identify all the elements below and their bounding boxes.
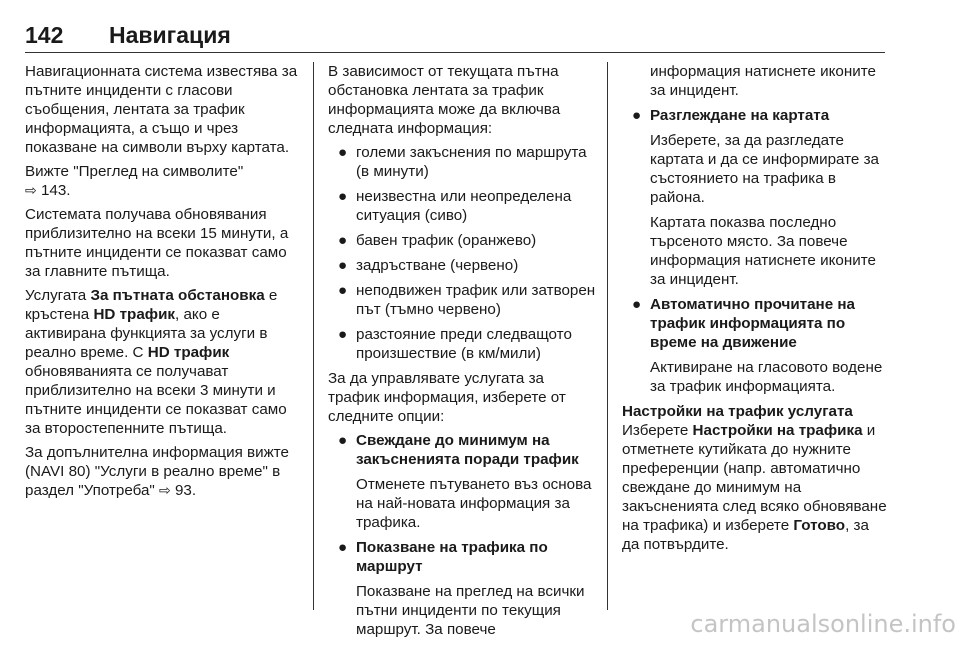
option-description: информация натиснете иконите за инцидент.	[650, 63, 876, 99]
text: Изберете	[622, 422, 693, 439]
bullet-icon: ●	[338, 432, 348, 449]
watermark: carmanualsonline.info	[690, 610, 956, 638]
subsection-heading: Настройки на трафик услугата	[622, 403, 853, 420]
bold-term: Настройки на трафика	[692, 422, 863, 439]
column-1	[25, 62, 303, 505]
paragraph: Системата получава обновявания приблизително на всеки 15 минути, а пътните инциденти се показват само за главните пътища.	[25, 206, 289, 280]
text: , ако е активирана функцията за услуги в реално време. С	[25, 306, 268, 361]
page-reference[interactable]: 143.	[36, 182, 71, 199]
header-rule	[25, 52, 885, 53]
column-divider	[607, 62, 608, 610]
option-item	[328, 431, 598, 469]
paragraph	[25, 443, 303, 500]
option-title: Свеждане до минимум на закъсненията поради трафик	[356, 432, 579, 468]
option-description: Показване на преглед на всички пътни инциденти по текущия маршрут. За повече	[356, 583, 585, 638]
section-title: Навигация	[109, 22, 231, 48]
bullet-icon: ●	[338, 282, 348, 299]
bullet-icon: ●	[338, 144, 348, 161]
option-item	[622, 295, 890, 352]
text: , за да потвърдите.	[622, 517, 869, 553]
text: е кръстена	[25, 287, 278, 323]
page-reference-arrow-icon: ⇨	[25, 182, 37, 198]
bullet-icon: ●	[338, 539, 348, 556]
list-item	[328, 281, 598, 319]
list-item-text: неизвестна или неопределена ситуация (сиво)	[356, 188, 572, 224]
bullet-icon: ●	[632, 107, 642, 124]
list-item-text: големи закъснения по маршрута (в минути)	[356, 144, 587, 180]
paragraph-text: За допълнителна информация вижте (NAVI 80) "Услуги в реално време" в раздел "Употреба"	[25, 444, 289, 499]
list-item	[328, 325, 598, 363]
option-title: Автоматично прочитане на трафик информацията по време на движение	[650, 296, 856, 351]
bold-term: За пътната обстановка	[90, 287, 265, 304]
paragraph: Навигационната система известява за пътните инциденти с гласови съобщения, лентата за трафик информацията, а също и чрез показване на символи върху картата.	[25, 63, 298, 156]
option-item	[328, 538, 598, 576]
bullet-icon: ●	[632, 296, 642, 313]
page-number: 142	[25, 22, 64, 48]
bold-term: Готово	[793, 517, 846, 534]
column-2	[328, 62, 598, 645]
list-item-text: разстояние преди следващото произшествие (в км/мили)	[356, 326, 572, 362]
option-description: Картата показва последно търсеното място. За повече информация натиснете иконите за инцидент.	[650, 214, 876, 288]
bullet-icon: ●	[338, 326, 348, 343]
option-description: Изберете, за да разгледате картата и да се информирате за състоянието на трафика в района.	[650, 132, 879, 206]
option-description: Активиране на гласовото водене за трафик информацията.	[650, 359, 883, 395]
page-reference[interactable]: 93.	[170, 482, 197, 499]
list-item	[328, 231, 598, 250]
text: обновяванията се получават приблизително на всеки 3 минути и пътните инциденти се показват само за второстепенните пътища.	[25, 363, 287, 437]
list-item	[328, 143, 598, 181]
list-item	[328, 256, 598, 275]
bullet-icon: ●	[338, 188, 348, 205]
option-title: Показване на трафика по маршрут	[356, 539, 548, 575]
paragraph	[622, 421, 890, 554]
paragraph	[25, 162, 303, 200]
paragraph: За да управлявате услугата за трафик информация, изберете от следните опции:	[328, 370, 566, 425]
paragraph: В зависимост от текущата пътна обстановка лентата за трафик информацията може да включва следната информация:	[328, 63, 561, 137]
column-3	[622, 62, 890, 559]
bullet-icon: ●	[338, 257, 348, 274]
column-divider	[313, 62, 314, 610]
bold-term: HD трафик	[147, 344, 230, 361]
page-reference-arrow-icon: ⇨	[159, 482, 171, 498]
paragraph-text: Вижте "Преглед на символите"	[25, 163, 244, 180]
option-item	[622, 106, 890, 125]
bold-term: HD трафик	[93, 306, 176, 323]
list-item	[328, 187, 598, 225]
option-description: Отменете пътуването въз основа на най-новата информация за трафика.	[356, 476, 592, 531]
list-item-text: неподвижен трафик или затворен път (тъмно червено)	[356, 282, 596, 318]
page-header	[25, 22, 885, 52]
text: и отметнете кутийката до нужните преференции (напр. автоматично свеждане до минимум на закъсненията след всяко обновяване на трафика) и изберете	[622, 422, 887, 534]
list-item-text: бавен трафик (оранжево)	[356, 232, 537, 249]
bullet-icon: ●	[338, 232, 348, 249]
option-title: Разглеждане на картата	[650, 107, 830, 124]
text: Услугата	[25, 287, 91, 304]
list-item-text: задръстване (червено)	[356, 257, 519, 274]
paragraph	[25, 286, 303, 438]
